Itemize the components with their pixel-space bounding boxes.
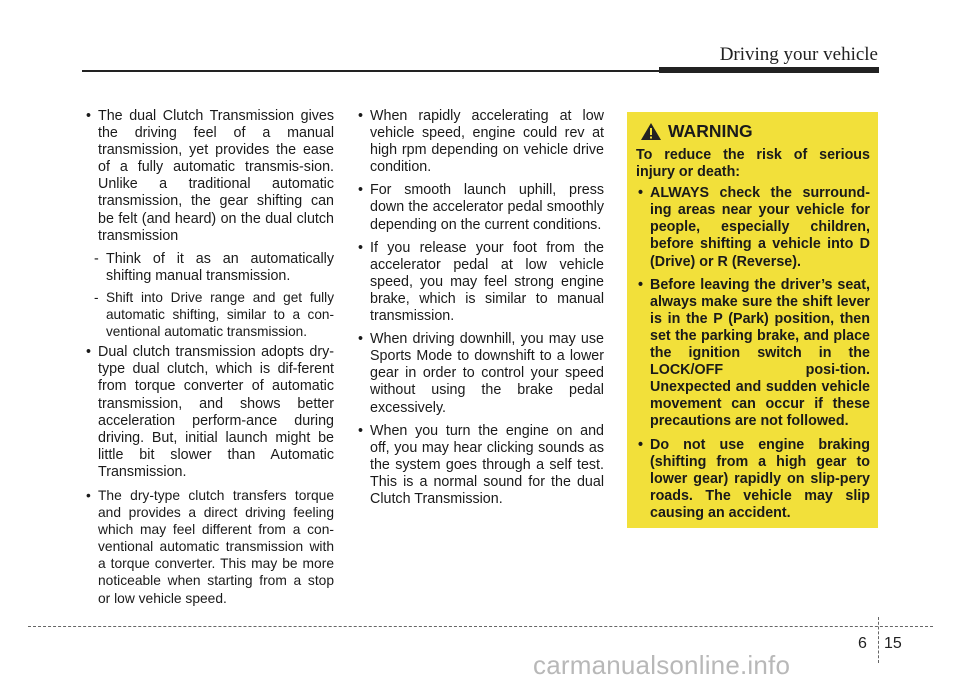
chapter-number: 6: [858, 635, 867, 652]
list-item: • If you release your foot from the accelerator pedal at low vehicle speed, you may feel strong engine brake, which is similar to manual transmission.: [356, 240, 604, 325]
list-item: • The dual Clutch Transmission gives the driving feel of a manual transmission, yet provides the ease of a fully automatic transmis-sion. Unlike a traditional automatic transmission, the gear shifting can be felt (and heard) on the dual clutch transmission: [84, 108, 334, 245]
sub-list-item: - Think of it as an automatically shifting manual transmission.: [84, 251, 334, 285]
footer-divider: [28, 626, 933, 627]
header-divider-accent: [659, 67, 879, 73]
warning-item: • Before leaving the driver’s seat, always make sure the shift lever is in the P (Park) position, then set the parking brake, and place the ignition switch in the LOCK/OFF posi-tion. Unexpected and sudden vehicle movement can occur if these precautions are not followed.: [636, 277, 870, 431]
list-item: • When rapidly accelerating at low vehicle speed, engine could rev at high rpm depending on vehicle drive condition.: [356, 108, 604, 176]
footer-page-separator: [878, 617, 879, 663]
warning-box: [627, 112, 878, 528]
warning-item: • Do not use engine braking (shifting from a high gear to lower gear) rapidly on slip-pery roads. The vehicle may slip causing an accident.: [636, 437, 870, 522]
sub-list-item: - Shift into Drive range and get fully automatic shifting, similar to a con-ventional automatic transmission.: [84, 289, 334, 340]
list-item: • For smooth launch uphill, press down the accelerator pedal smoothly depending on the current conditions.: [356, 182, 604, 233]
list-item: • When driving downhill, you may use Sports Mode to downshift to a lower gear in order to control your speed without using the brake pedal excessively.: [356, 331, 604, 416]
warning-intro: To reduce the risk of serious injury or death:: [636, 147, 870, 181]
watermark: carmanualsonline.info: [533, 650, 791, 680]
warning-header: [636, 122, 870, 141]
list-item: • Dual clutch transmission adopts dry-type dual clutch, which is dif-ferent from torque converter of automatic transmission, and shows better acceleration perform-ance during driving. But, initial launch might be little bit slower than Automatic Transmission.: [84, 344, 334, 481]
warning-title: WARNING: [668, 120, 753, 141]
warning-item: • ALWAYS check the surround-ing areas near your vehicle for people, especially children, before shifting a vehicle into D (Drive) or R (Reverse).: [636, 185, 870, 270]
left-column: [84, 108, 334, 613]
list-item: • When you turn the engine on and off, you may hear clicking sounds as the system goes through a self test. This is a normal sound for the dual Clutch Transmission.: [356, 423, 604, 508]
warning-triangle-icon: [640, 122, 662, 141]
middle-column: [356, 108, 604, 514]
page-header-title: Driving your vehicle: [719, 44, 878, 65]
list-item: • The dry-type clutch transfers torque and provides a direct driving feeling which may feel different from a con-ventional automatic transmission with a torque converter. This may be more noticeable when starting from a stop or low vehicle speed.: [84, 487, 334, 607]
page-number: 15: [884, 635, 902, 652]
